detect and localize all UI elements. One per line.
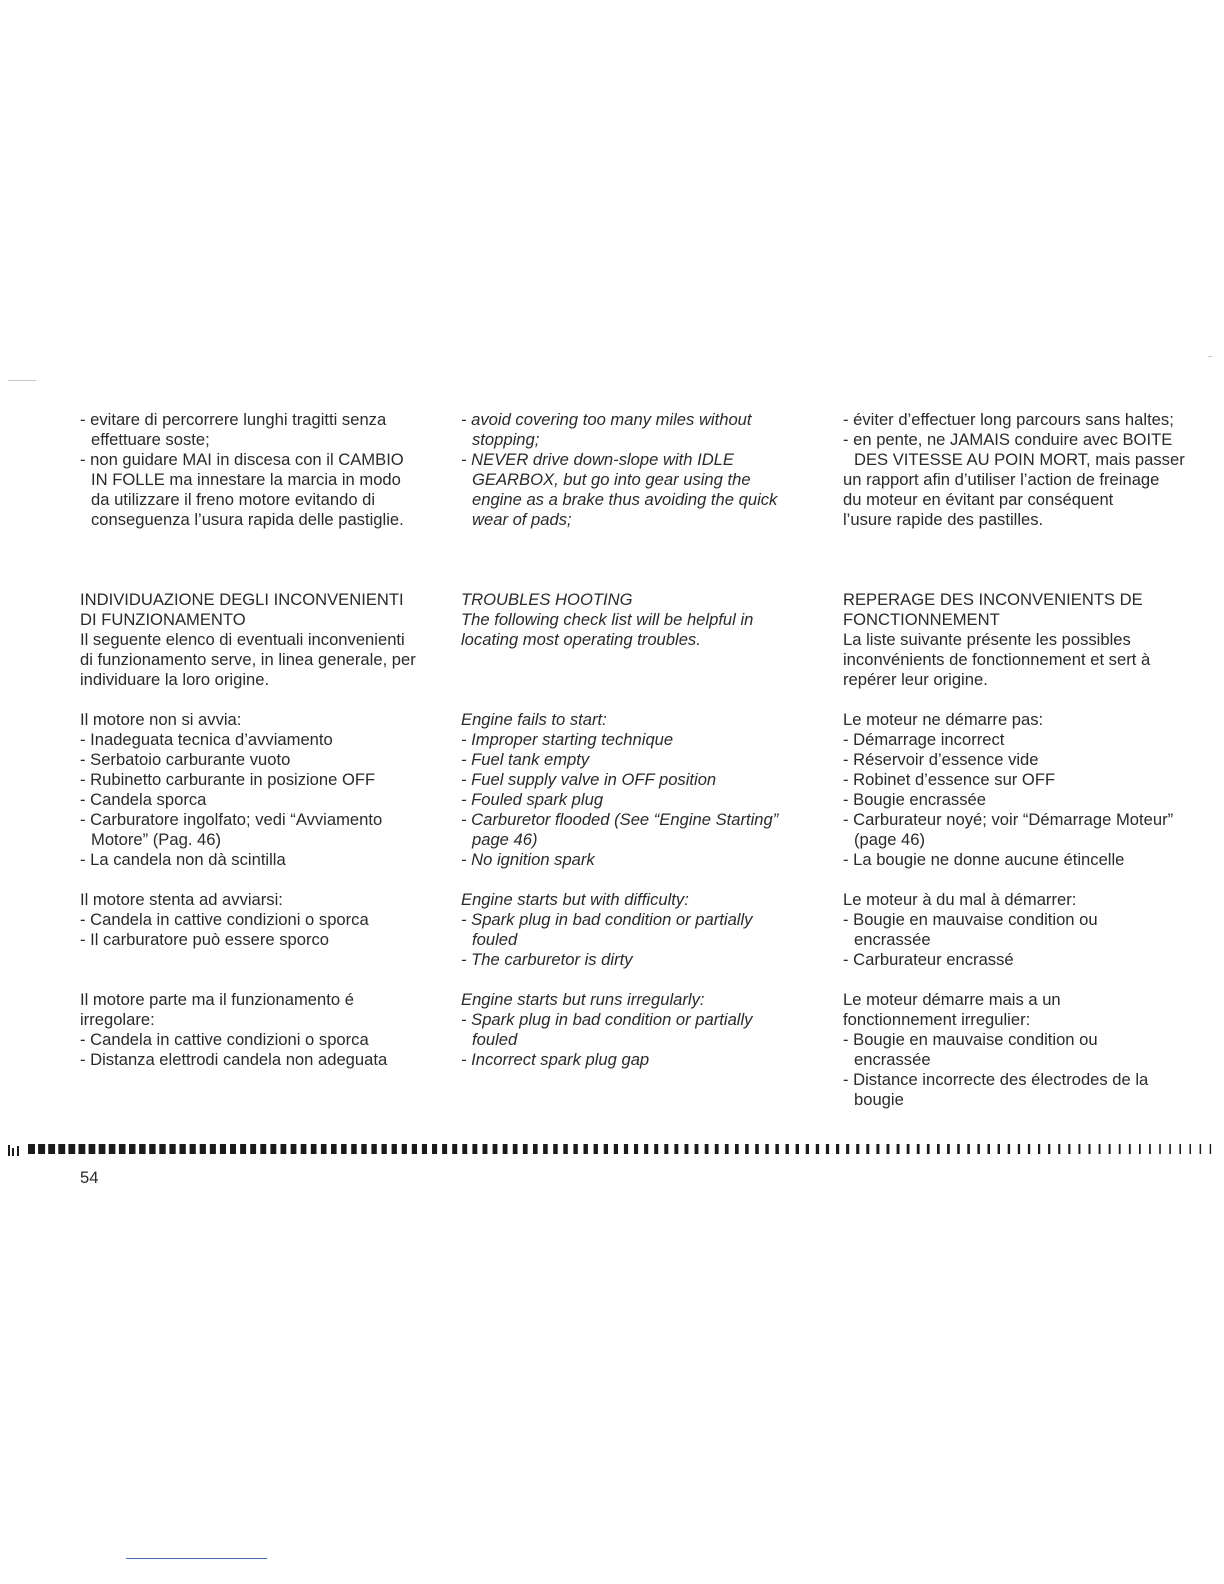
tick-mark <box>543 1144 548 1154</box>
text-line: individuare la loro origine. <box>80 670 270 689</box>
text-line: Engine fails to start: <box>461 710 607 729</box>
tick-mark <box>1048 1144 1050 1154</box>
tick-mark <box>412 1144 417 1154</box>
text-line: - Carburatore ingolfato; vedi “Avviamento <box>80 810 383 829</box>
text-line: - NEVER drive down-slope with IDLE <box>461 450 734 469</box>
italian-block-1 <box>80 710 382 870</box>
tick-mark <box>452 1144 457 1154</box>
text-line: wear of pads; <box>472 510 572 529</box>
heading-line: REPERAGE DES INCONVENIENTS DE <box>843 590 1143 609</box>
tick-mark <box>674 1144 678 1154</box>
tick-mark <box>806 1144 809 1154</box>
tick-mark <box>1169 1144 1171 1154</box>
tick-mark <box>573 1144 577 1154</box>
tick-mark <box>28 1144 35 1154</box>
tick-mark <box>159 1144 165 1154</box>
text-line: encrassée <box>854 1050 931 1069</box>
french-block-1 <box>843 710 1173 870</box>
english-block-3 <box>461 990 752 1070</box>
tick-mark <box>89 1144 96 1154</box>
text-line: repérer leur origine. <box>843 670 988 689</box>
tick-mark <box>321 1144 327 1154</box>
text-line: effettuare soste; <box>91 430 210 449</box>
text-line: - Improper starting technique <box>461 730 674 749</box>
tick-mark <box>523 1144 528 1154</box>
tick-mark <box>483 1144 488 1154</box>
tick-mark <box>462 1144 467 1154</box>
tick-mark <box>836 1144 839 1154</box>
tick-mark <box>119 1144 126 1154</box>
tick-mark <box>38 1144 45 1154</box>
text-line: un rapport afin d’utiliser l’action de freinage <box>843 470 1160 489</box>
tick-mark <box>1200 1144 1202 1154</box>
tick-mark <box>1179 1144 1181 1154</box>
tick-mark <box>887 1144 890 1154</box>
tick-mark <box>604 1144 608 1154</box>
tick-mark <box>1159 1144 1161 1154</box>
text-line: IN FOLLE ma innestare la marcia in modo <box>91 470 401 489</box>
tick-mark <box>281 1144 287 1154</box>
text-line: - La candela non dà scintilla <box>80 850 286 869</box>
tick-mark <box>220 1144 226 1154</box>
text-line: DES VITESSE AU POIN MORT, mais passer <box>854 450 1185 469</box>
tick-mark <box>230 1144 236 1154</box>
english-block-1 <box>461 710 778 870</box>
text-line: - Spark plug in bad condition or partially <box>461 1010 753 1029</box>
text-line: conseguenza l’usura rapida delle pastiglie. <box>91 510 404 529</box>
tick-mark <box>12 1148 14 1156</box>
tick-mark <box>705 1144 709 1154</box>
tick-mark <box>1119 1144 1121 1154</box>
tick-mark <box>765 1144 769 1154</box>
tick-mark <box>513 1144 518 1154</box>
tick-mark <box>664 1144 668 1154</box>
tick-mark <box>634 1144 638 1154</box>
text-line: - Fuel tank empty <box>461 750 590 769</box>
text-line: - Démarrage incorrect <box>843 730 1005 749</box>
text-line: Le moteur à du mal à démarrer: <box>843 890 1077 909</box>
text-line: - evitare di percorrere lunghi tragitti senza <box>80 410 387 429</box>
tick-mark <box>856 1144 859 1154</box>
text-line: - Bougie en mauvaise condition ou <box>843 1030 1098 1049</box>
text-line: - Carburateur noyé; voir “Démarrage Moteur” <box>843 810 1174 829</box>
tick-mark <box>624 1144 628 1154</box>
tick-mark <box>866 1144 869 1154</box>
tick-mark <box>341 1144 347 1154</box>
tick-mark <box>1149 1144 1151 1154</box>
tick-mark <box>957 1144 960 1154</box>
text-line: fouled <box>472 930 518 949</box>
tick-mark <box>311 1144 317 1154</box>
english-heading <box>461 590 633 610</box>
text-line: - Carburateur encrassé <box>843 950 1014 969</box>
text-line: - Carburetor flooded (See “Engine Starting” <box>461 810 779 829</box>
tick-mark <box>260 1144 266 1154</box>
page-number: 54 <box>80 1168 99 1187</box>
text-line: locating most operating troubles. <box>461 630 701 649</box>
tick-mark <box>897 1144 900 1154</box>
bottom-rule <box>126 1558 267 1559</box>
tick-mark <box>392 1144 397 1154</box>
italian-intro <box>80 410 404 530</box>
text-line: Engine starts but runs irregularly: <box>461 990 705 1009</box>
tick-mark <box>8 1145 10 1156</box>
text-line: inconvénients de fonctionnement et sert à <box>843 650 1151 669</box>
text-line: Il motore stenta ad avviarsi: <box>80 890 283 909</box>
thumb-index-bar <box>8 1142 1214 1156</box>
text-line: - Incorrect spark plug gap <box>461 1050 650 1069</box>
tick-mark <box>371 1144 376 1154</box>
text-line: Le moteur démarre mais a un <box>843 990 1061 1009</box>
tick-mark <box>755 1144 759 1154</box>
tick-mark <box>1058 1144 1060 1154</box>
tick-mark <box>17 1146 19 1156</box>
text-line: - Inadeguata tecnica d’avviamento <box>80 730 333 749</box>
text-line: stopping; <box>472 430 540 449</box>
tick-mark <box>351 1144 357 1154</box>
tick-mark <box>685 1144 689 1154</box>
tick-mark <box>715 1144 719 1154</box>
tick-mark <box>139 1144 146 1154</box>
text-line: - Rubinetto carburante in posizione OFF <box>80 770 376 789</box>
tick-mark <box>180 1144 186 1154</box>
tick-mark <box>301 1144 307 1154</box>
text-line: Il seguente elenco di eventuali inconvenienti <box>80 630 405 649</box>
heading-line: TROUBLES HOOTING <box>461 590 633 609</box>
tick-mark <box>533 1144 538 1154</box>
tick-mark <box>927 1144 930 1154</box>
text-line: - Réservoir d’essence vide <box>843 750 1039 769</box>
tick-mark <box>1018 1144 1020 1154</box>
tick-mark <box>614 1144 618 1154</box>
tick-mark <box>1190 1144 1192 1154</box>
tick-mark <box>1109 1144 1111 1154</box>
heading-line: INDIVIDUAZIONE DEGLI INCONVENIENTI <box>80 590 404 609</box>
tick-mark <box>937 1144 940 1154</box>
tick-mark <box>1099 1144 1101 1154</box>
tick-mark <box>584 1144 588 1154</box>
text-line: - Robinet d’essence sur OFF <box>843 770 1056 789</box>
tick-mark <box>796 1144 799 1154</box>
tick-mark <box>988 1144 991 1154</box>
tick-mark <box>745 1144 749 1154</box>
text-line: Engine starts but with difficulty: <box>461 890 689 909</box>
tick-mark <box>493 1144 498 1154</box>
text-line: - éviter d’effectuer long parcours sans haltes; <box>843 410 1174 429</box>
tick-mark <box>594 1144 598 1154</box>
tick-mark <box>947 1144 950 1154</box>
tick-mark <box>1028 1144 1030 1154</box>
text-line: - No ignition spark <box>461 850 595 869</box>
tick-mark <box>786 1144 789 1154</box>
text-line: Le moteur ne démarre pas: <box>843 710 1044 729</box>
tick-mark <box>553 1144 558 1154</box>
text-line: - Distance incorrecte des électrodes de la <box>843 1070 1149 1089</box>
text-line: Il motore parte ma il funzionamento é <box>80 990 354 1009</box>
scan-speck <box>1208 356 1212 357</box>
italian-heading <box>80 590 404 630</box>
tick-mark <box>190 1144 196 1154</box>
english-description <box>461 610 753 650</box>
tick-mark <box>735 1144 739 1154</box>
text-line: - en pente, ne JAMAIS conduire avec BOITE <box>843 430 1173 449</box>
heading-line: DI FUNZIONAMENTO <box>80 610 246 629</box>
tick-mark <box>654 1144 658 1154</box>
text-line: da utilizzare il freno motore evitando di <box>91 490 376 509</box>
text-line: Motore” (Pag. 46) <box>91 830 222 849</box>
tick-mark <box>291 1144 297 1154</box>
tick-mark <box>977 1144 980 1154</box>
tick-mark <box>503 1144 508 1154</box>
tick-mark <box>917 1144 920 1154</box>
tick-mark <box>382 1144 387 1154</box>
tick-mark <box>58 1144 65 1154</box>
text-line: The following check list will be helpful in <box>461 610 754 629</box>
tick-mark <box>48 1144 55 1154</box>
text-line: - Candela in cattive condizioni o sporca <box>80 1030 369 1049</box>
text-line: bougie <box>854 1090 904 1109</box>
tick-mark <box>250 1144 256 1154</box>
tick-mark <box>240 1144 246 1154</box>
tick-mark <box>210 1144 216 1154</box>
italian-block-2 <box>80 890 369 950</box>
tick-mark <box>998 1144 1000 1154</box>
text-line: du moteur en évitant par conséquent <box>843 490 1114 509</box>
tick-mark <box>907 1144 910 1154</box>
heading-line: FONCTIONNEMENT <box>843 610 1000 629</box>
tick-mark <box>1008 1144 1010 1154</box>
tick-mark <box>79 1144 86 1154</box>
tick-mark <box>361 1144 366 1154</box>
text-line: - Distanza elettrodi candela non adeguata <box>80 1050 388 1069</box>
text-line: - Bougie en mauvaise condition ou <box>843 910 1098 929</box>
text-line: - The carburetor is dirty <box>461 950 633 969</box>
tick-mark <box>816 1144 819 1154</box>
tick-mark <box>402 1144 407 1154</box>
tick-mark <box>422 1144 427 1154</box>
text-line: engine as a brake thus avoiding the quick <box>472 490 778 509</box>
italian-description <box>80 630 416 690</box>
text-line: La liste suivante présente les possibles <box>843 630 1131 649</box>
tick-mark <box>472 1144 477 1154</box>
text-line: di funzionamento serve, in linea generale, per <box>80 650 416 669</box>
tick-mark <box>1038 1144 1040 1154</box>
tick-mark <box>149 1144 155 1154</box>
tick-mark <box>99 1144 106 1154</box>
text-line: - Fuel supply valve in OFF position <box>461 770 717 789</box>
text-line: - Spark plug in bad condition or partially <box>461 910 753 929</box>
tick-mark <box>725 1144 729 1154</box>
text-line: fonctionnement irregulier: <box>843 1010 1031 1029</box>
tick-mark <box>68 1144 75 1154</box>
tick-mark <box>1210 1144 1211 1154</box>
text-line: - Il carburatore può essere sporco <box>80 930 330 949</box>
tick-mark <box>876 1144 879 1154</box>
tick-mark <box>109 1144 116 1154</box>
text-line: encrassée <box>854 930 931 949</box>
tick-mark <box>563 1144 568 1154</box>
french-intro <box>843 410 1185 530</box>
text-line: l’usure rapide des pastilles. <box>843 510 1044 529</box>
tick-mark <box>1078 1144 1080 1154</box>
text-line: - Serbatoio carburante vuoto <box>80 750 291 769</box>
tick-mark <box>169 1144 175 1154</box>
tick-mark <box>775 1144 779 1154</box>
text-line: Il motore non si avvia: <box>80 710 242 729</box>
tick-mark <box>826 1144 829 1154</box>
text-line: - non guidare MAI in discesa con il CAMBIO <box>80 450 404 469</box>
tick-mark <box>1068 1144 1070 1154</box>
french-block-2 <box>843 890 1098 970</box>
text-line: - Candela in cattive condizioni o sporca <box>80 910 369 929</box>
tick-mark <box>1139 1144 1141 1154</box>
scan-speck <box>8 380 36 381</box>
text-line: irregolare: <box>80 1010 155 1029</box>
tick-mark <box>967 1144 970 1154</box>
text-line: - La bougie ne donne aucune étincelle <box>843 850 1125 869</box>
tick-mark <box>1089 1144 1091 1154</box>
tick-mark <box>432 1144 437 1154</box>
tick-mark <box>331 1144 337 1154</box>
tick-mark <box>644 1144 648 1154</box>
tick-mark <box>200 1144 206 1154</box>
french-block-3 <box>843 990 1148 1110</box>
text-line: GEARBOX, but go into gear using the <box>472 470 751 489</box>
french-heading <box>843 590 1143 630</box>
tick-mark <box>270 1144 276 1154</box>
text-line: - Fouled spark plug <box>461 790 604 809</box>
text-line: - Candela sporca <box>80 790 207 809</box>
french-description <box>843 630 1150 690</box>
english-intro <box>461 410 777 530</box>
tick-mark <box>1129 1144 1131 1154</box>
text-line: (page 46) <box>854 830 926 849</box>
english-block-2 <box>461 890 752 970</box>
tick-mark <box>129 1144 136 1154</box>
text-line: - avoid covering too many miles without <box>461 410 752 429</box>
text-line: - Bougie encrassée <box>843 790 986 809</box>
tick-mark <box>695 1144 699 1154</box>
text-line: fouled <box>472 1030 518 1049</box>
italian-block-3 <box>80 990 387 1070</box>
text-line: page 46) <box>472 830 538 849</box>
tick-mark <box>846 1144 849 1154</box>
tick-mark <box>442 1144 447 1154</box>
